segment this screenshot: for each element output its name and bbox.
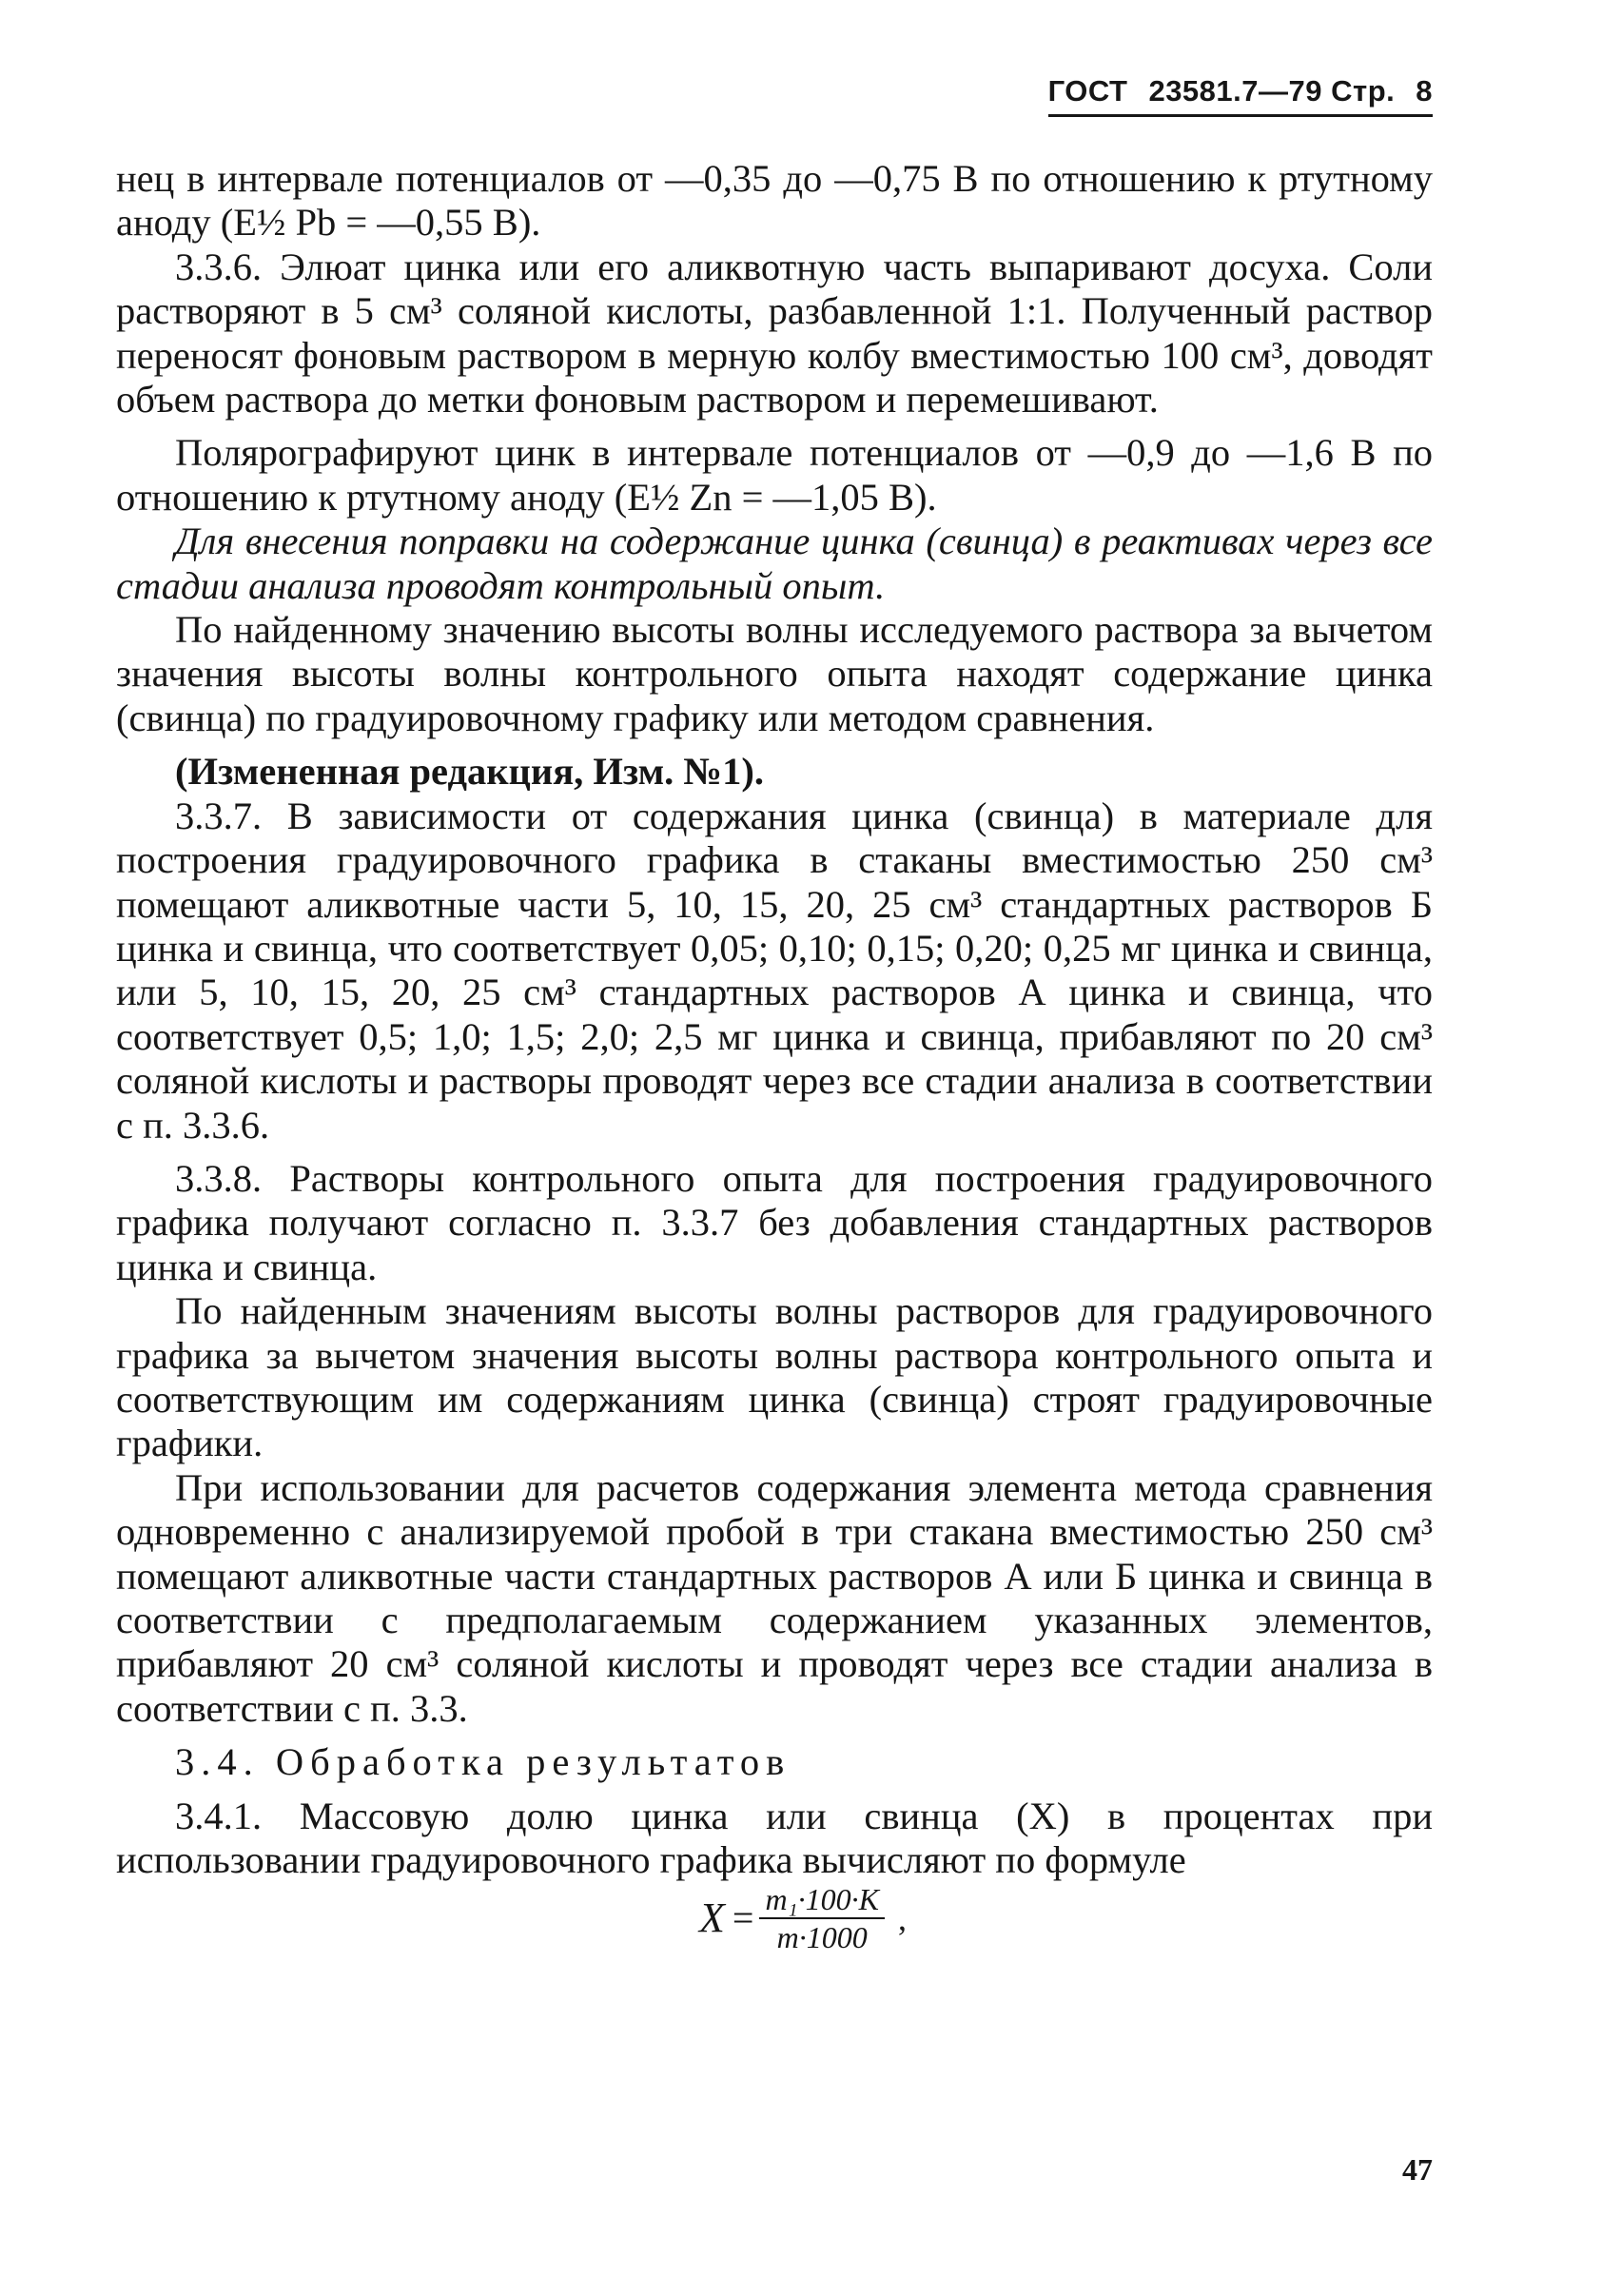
formula-fraction <box>759 1884 885 1953</box>
paragraph-calibration-graphs: По найденным значениям высоты волны растворов для градуировочного графика за вычетом значения высоты волны раствора контрольного опыта и соответствующим им содержаниям цинка (свинца) строят градуировочные графики. <box>116 1289 1433 1465</box>
header-standard: ГОСТ <box>1047 74 1128 108</box>
document-body <box>116 157 1433 1953</box>
paragraph-3-3-8: 3.3.8. Растворы контрольного опыта для построения градуировочного графика получают согласно п. 3.3.7 без добавления стандартных растворов цинка и свинца. <box>116 1156 1433 1288</box>
mass-fraction-formula <box>173 1884 1433 1953</box>
page-number: 47 <box>1402 2152 1433 2187</box>
formula-comma: , <box>898 1899 908 1938</box>
header-number: 23581.7—79 <box>1148 74 1322 108</box>
paragraph-3-3-6: 3.3.6. Элюат цинка или его аликвотную часть выпаривают досуха. Соли растворяют в 5 см³ соляной кислоты, разбавленной 1:1. Полученный раствор переносят фоновым раствором в мерную колбу вместимостью 100 см³, доводят объем раствора до метки фоновым раствором и перемешивают. <box>116 245 1433 422</box>
section-heading-results: 3.4. Обработка результатов <box>175 1740 791 1784</box>
paragraph-3-3-7: 3.3.7. В зависимости от содержания цинка (свинца) в материале для построения градуировочного графика в стаканы вместимостью 250 см³ помещают аликвотные части 5, 10, 15, 20, 25 см³ стандартных растворов Б цинка и свинца, что соответствует 0,05; 0,10; 0,15; 0,20; 0,25 мг цинка и свинца, или 5, 10, 15, 20, 25 см³ стандартных растворов А цинка и свинца, что соответствует 0,5; 1,0; 1,5; 2,0; 2,5 мг цинка и свинца, прибавляют по 20 см³ соляной кислоты и растворы проводят через все стадии анализа в соответствии с п. 3.3.6. <box>116 794 1433 1147</box>
paragraph-continuation: нец в интервале потенциалов от —0,35 до —0,75 В по отношению к ртутному аноду (E½ Pb = —0,55 В). <box>116 157 1433 245</box>
paragraph-comparison-method: При использовании для расчетов содержания элемента метода сравнения одновременно с анализируемой пробой в три стакана вместимостью 250 см³ помещают аликвотные части стандартных растворов А или Б цинка и свинца в соответствии с предполагаемым содержанием указанных элементов, прибавляют 20 см³ соляной кислоты и проводят через все стадии анализа в соответствии с п. 3.3. <box>116 1465 1433 1730</box>
paragraph-correction: Для внесения поправки на содержание цинка (свинца) в реактивах через все стадии анализа проводят контрольный опыт. <box>116 520 1433 607</box>
header-page-label: Стр. <box>1331 74 1396 108</box>
header-page-no: 8 <box>1416 74 1433 108</box>
formula-equals: = <box>732 1896 754 1940</box>
paragraph-3-4-1: 3.4.1. Массовую долю цинка или свинца (X) в процентах при использовании градуировочного графика вычисляют по формуле <box>116 1794 1433 1882</box>
paragraph-wave-height: По найденному значению высоты волны исследуемого раствора за вычетом значения высоты волны контрольного опыта находят содержание цинка (свинца) по градуировочному графику или методом сравнения. <box>116 608 1433 739</box>
formula-lhs: X <box>698 1894 725 1942</box>
amendment-note: (Измененная редакция, Изм. №1). <box>175 750 764 794</box>
formula-denominator: m·1000 <box>776 1920 868 1955</box>
page-header <box>1048 74 1433 117</box>
paragraph-polarography: Полярографируют цинк в интервале потенциалов от —0,9 до —1,6 В по отношению к ртутному аноду (E½ Zn = —1,05 В). <box>116 431 1433 519</box>
formula-numerator: m₁·100·K <box>759 1884 885 1919</box>
